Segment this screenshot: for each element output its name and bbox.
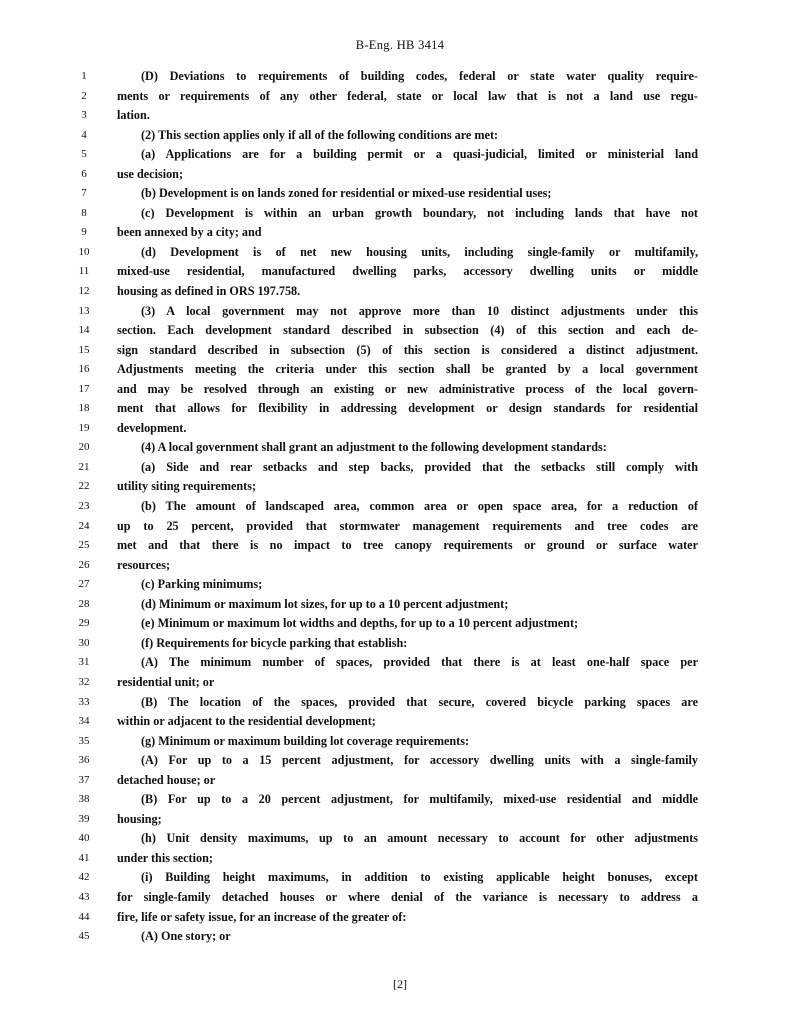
- line-text: (b) Development is on lands zoned for residential or mixed-use residential uses;: [141, 186, 552, 201]
- bill-line: [0, 517, 800, 537]
- line-number: 42: [78, 871, 90, 884]
- line-text: housing;: [117, 811, 162, 826]
- line-text: sign standard described in subsection (5) of this section is considered a distinct adjustment.: [117, 342, 698, 357]
- line-text: within or adjacent to the residential development;: [117, 714, 376, 729]
- bill-line: [0, 634, 800, 654]
- line-number: 43: [78, 890, 90, 903]
- bill-line: [0, 477, 800, 497]
- line-text: (e) Minimum or maximum lot widths and depths, for up to a 10 percent adjustment;: [141, 616, 579, 631]
- line-number: 23: [78, 500, 90, 513]
- line-number: 1: [81, 70, 87, 82]
- line-text: residential unit; or: [117, 674, 215, 689]
- line-text: ment that allows for flexibility in addressing development or design standards for residential: [117, 401, 698, 416]
- bill-line: [0, 282, 800, 302]
- bill-line: [0, 302, 800, 322]
- bill-line: [0, 184, 800, 204]
- line-text: (g) Minimum or maximum building lot coverage requirements:: [141, 733, 470, 748]
- line-text: (b) The amount of landscaped area, common area or open space area, for a reduction of: [141, 499, 698, 514]
- bill-line: [0, 399, 800, 419]
- bill-line: [0, 419, 800, 439]
- bill-line: [0, 341, 800, 361]
- line-text: (2) This section applies only if all of the following conditions are met:: [141, 127, 499, 142]
- line-number: 17: [78, 382, 90, 395]
- line-number: 37: [78, 773, 90, 786]
- line-text: fire, life or safety issue, for an increase of the greater of:: [117, 909, 407, 924]
- bill-line: [0, 614, 800, 634]
- bill-line: [0, 575, 800, 595]
- line-text: (c) Parking minimums;: [141, 577, 263, 592]
- line-number: 25: [78, 539, 90, 552]
- bill-line: [0, 673, 800, 693]
- bill-line: [0, 204, 800, 224]
- bill-line: [0, 458, 800, 478]
- line-text: (A) For up to a 15 percent adjustment, for accessory dwelling units with a single-family: [141, 753, 698, 768]
- line-number: 34: [78, 715, 90, 728]
- line-text: (4) A local government shall grant an adjustment to the following development standards:: [141, 440, 607, 455]
- bill-line: [0, 165, 800, 185]
- line-number: 9: [81, 226, 87, 239]
- line-text: lation.: [117, 108, 150, 123]
- bill-line: [0, 790, 800, 810]
- line-number: 2: [81, 89, 87, 102]
- bill-line: [0, 595, 800, 615]
- line-number: 18: [78, 402, 90, 415]
- bill-line: [0, 243, 800, 263]
- line-number: 12: [78, 285, 90, 298]
- line-number: 29: [78, 617, 90, 630]
- bill-line: [0, 868, 800, 888]
- line-number: 32: [78, 675, 90, 688]
- line-text: been annexed by a city; and: [117, 225, 262, 240]
- page-header: B-Eng. HB 3414: [355, 38, 445, 52]
- line-number: 45: [78, 930, 90, 943]
- bill-line: [0, 497, 800, 517]
- line-number: 13: [78, 304, 90, 317]
- line-text: (f) Requirements for bicycle parking that establish:: [141, 635, 408, 650]
- line-text: (A) One story; or: [141, 929, 231, 944]
- line-text: up to 25 percent, provided that stormwater management requirements and tree codes are: [117, 518, 698, 533]
- line-number: 22: [78, 480, 90, 493]
- line-text: (D) Deviations to requirements of building codes, federal or state water quality require-: [141, 69, 698, 83]
- line-text: (i) Building height maximums, in addition to existing applicable height bonuses, except: [141, 870, 698, 885]
- line-number: 38: [78, 793, 90, 806]
- bill-line: [0, 771, 800, 791]
- line-text: section. Each development standard described in subsection (4) of this section and each de-: [117, 323, 698, 338]
- line-text: resources;: [117, 557, 171, 572]
- bill-line: [0, 87, 800, 107]
- line-number: 15: [78, 343, 90, 356]
- line-number: 21: [78, 460, 90, 473]
- line-number: 5: [81, 148, 87, 161]
- bill-line: [0, 810, 800, 830]
- bill-line: [0, 262, 800, 282]
- line-text: use decision;: [117, 166, 184, 181]
- line-text: ments or requirements of any other federal, state or local law that is not a land use regu-: [117, 88, 698, 103]
- line-text: (d) Minimum or maximum lot sizes, for up to a 10 percent adjustment;: [141, 596, 509, 611]
- line-text: housing as defined in ORS 197.758.: [117, 284, 301, 299]
- line-number: 14: [78, 324, 90, 337]
- bill-line: [0, 67, 800, 87]
- line-text: (B) For up to a 20 percent adjustment, for multifamily, mixed-use residential and middle: [141, 792, 698, 807]
- line-text: met and that there is no impact to tree canopy requirements or ground or surface water: [117, 538, 698, 553]
- line-text: (d) Development is of net new housing units, including single-family or multifamily,: [141, 244, 698, 259]
- line-number: 35: [78, 734, 90, 747]
- bill-line: [0, 321, 800, 341]
- line-number: 20: [78, 441, 90, 454]
- bill-line: [0, 223, 800, 243]
- line-number: 44: [78, 910, 90, 923]
- line-text: Adjustments meeting the criteria under this section shall be granted by a local government: [117, 362, 698, 377]
- bill-line: [0, 360, 800, 380]
- line-number: 24: [78, 519, 90, 532]
- line-text: under this section;: [117, 850, 213, 865]
- bill-line: [0, 693, 800, 713]
- line-number: 11: [78, 265, 90, 278]
- line-number: 30: [78, 636, 90, 649]
- bill-line: [0, 829, 800, 849]
- bill-line: [0, 712, 800, 732]
- bill-line: [0, 888, 800, 908]
- line-number: 33: [78, 695, 90, 708]
- line-text: and may be resolved through an existing or new administrative process of the local govern-: [117, 381, 698, 396]
- line-text: (B) The location of the spaces, provided that secure, covered bicycle parking spaces are: [141, 694, 698, 709]
- line-number: 39: [78, 812, 90, 825]
- line-number: 40: [78, 832, 90, 845]
- page-number: [2]: [393, 977, 407, 991]
- bill-line: [0, 908, 800, 928]
- bill-line: [0, 438, 800, 458]
- line-number: 3: [81, 109, 87, 122]
- line-number: 28: [78, 597, 90, 610]
- bill-line: [0, 653, 800, 673]
- bill-line: [0, 145, 800, 165]
- line-number: 31: [78, 656, 90, 669]
- line-number: 4: [81, 128, 87, 141]
- line-text: (a) Side and rear setbacks and step backs, provided that the setbacks still comply with: [141, 459, 698, 474]
- line-number: 16: [78, 363, 90, 376]
- line-number: 7: [81, 187, 87, 200]
- line-number: 19: [78, 421, 90, 434]
- line-number: 6: [81, 167, 87, 180]
- line-text: (3) A local government may not approve more than 10 distinct adjustments under this: [141, 303, 698, 318]
- line-number: 26: [78, 558, 90, 571]
- line-text: detached house; or: [117, 772, 216, 787]
- line-number: 41: [78, 851, 90, 864]
- bill-line: [0, 556, 800, 576]
- line-number: 27: [78, 578, 90, 591]
- line-text: (a) Applications are for a building permit or a quasi-judicial, limited or ministerial land: [141, 147, 698, 162]
- line-text: utility siting requirements;: [117, 479, 257, 494]
- line-text: (c) Development is within an urban growth boundary, not including lands that have not: [141, 205, 698, 220]
- line-text: (h) Unit density maximums, up to an amount necessary to account for other adjustments: [141, 831, 698, 846]
- bill-line: [0, 536, 800, 556]
- line-number: 36: [78, 754, 90, 767]
- line-text: for single-family detached houses or where denial of the variance is necessary to address a: [117, 889, 698, 904]
- bill-line: [0, 927, 800, 947]
- bill-line: [0, 380, 800, 400]
- bill-line: [0, 849, 800, 869]
- bill-text-body: [0, 67, 800, 947]
- line-text: development.: [117, 420, 187, 435]
- bill-line: [0, 106, 800, 126]
- line-text: (A) The minimum number of spaces, provided that there is at least one-half space per: [141, 655, 698, 670]
- bill-line: [0, 126, 800, 146]
- line-number: 10: [78, 245, 90, 258]
- line-number: 8: [81, 206, 87, 219]
- bill-line: [0, 732, 800, 752]
- bill-line: [0, 751, 800, 771]
- line-text: mixed-use residential, manufactured dwelling parks, accessory dwelling units or middle: [117, 264, 698, 279]
